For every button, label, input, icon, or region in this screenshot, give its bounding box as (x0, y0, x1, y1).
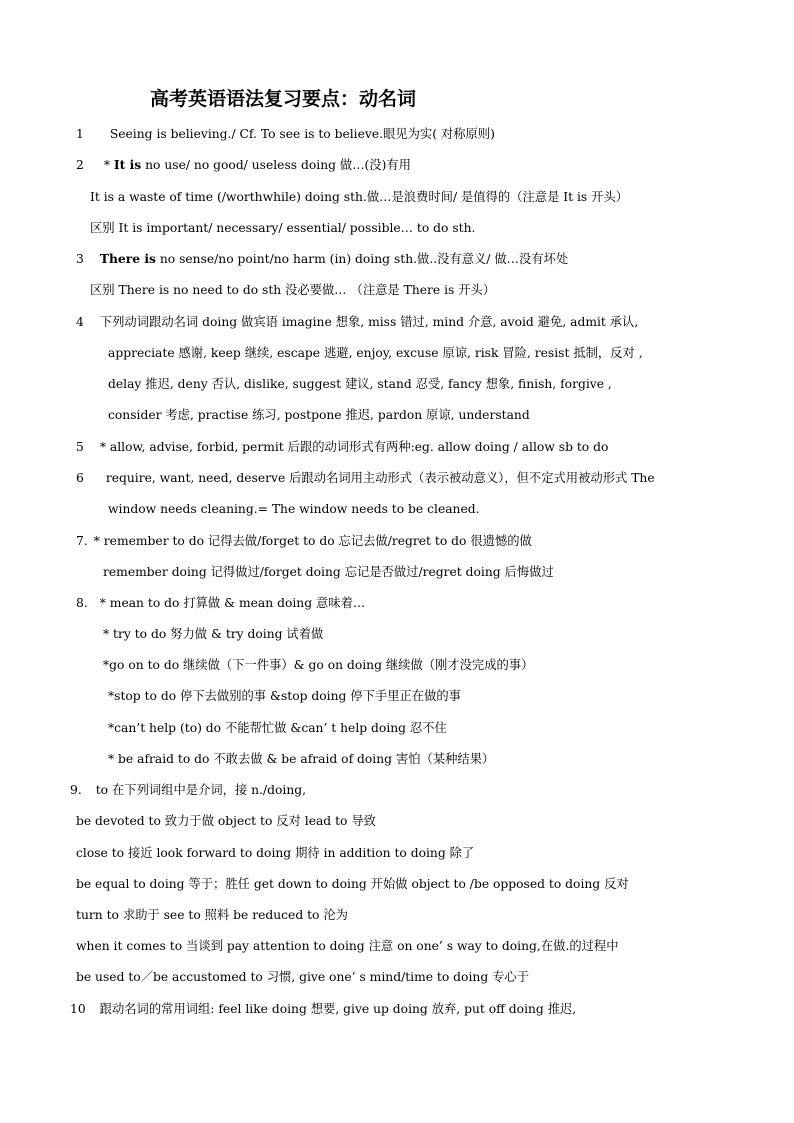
list-item: 2 * It is no use/ no good/ useless doing 做…(没)有用 (76, 157, 411, 172)
list-item: 区别 There is no need to do sth 没必要做… （注意是 There is 开头） (90, 283, 496, 297)
list-item: * try to do 努力做 & try doing 试着做 (103, 627, 324, 641)
list-item: 7. * remember to do 记得去做/forget to do 忘记去做/regret to do 很遗憾的做 (76, 534, 532, 548)
list-item: 区别 It is important/ necessary/ essential/ possible… to do sth. (90, 221, 476, 235)
list-item: consider 考虑, practise 练习, postpone 推迟, pardon 原谅, understand (108, 408, 530, 422)
list-item: 1 Seeing is believing./ Cf. To see is to believe.眼见为实( 对称原则) (76, 127, 495, 141)
list-item: close to 接近 look forward to doing 期待 in addition to doing 除了 (76, 846, 475, 860)
list-item: 10 跟动名词的常用词组: feel like doing 想要, give up doing 放弃, put off doing 推迟, (70, 1002, 577, 1016)
list-item: * be afraid to do 不敢去做 & be afraid of doing 害怕（某种结果） (108, 752, 495, 766)
list-item: 3 There is no sense/no point/no harm (in) doing sth.做..没有意义/ 做…没有坏处 (76, 251, 569, 266)
list-item: 6 require, want, need, deserve 后跟动名词用主动形式（表示被动意义），但不定式用被动形式 The (76, 471, 655, 485)
page-title: 高考英语语法复习要点：动名词 (150, 88, 417, 110)
list-item: *stop to do 停下去做别的事 &stop doing 停下手里正在做的事 (108, 689, 461, 703)
list-item: be equal to doing 等于；胜任 get down to doing 开始做 object to /be opposed to doing 反对 (76, 877, 629, 891)
list-item: delay 推迟, deny 否认, dislike, suggest 建议, stand 忍受, fancy 想象, finish, forgive , (108, 377, 612, 391)
list-item: 4 下列动词跟动名词 doing 做宾语 imagine 想象, miss 错过, mind 介意, avoid 避免, admit 承认, (76, 315, 639, 329)
line-rest: no use/ no good/ useless doing 做…(没)有用 (141, 158, 411, 172)
list-item: remember doing 记得做过/forget doing 忘记是否做过/regret doing 后悔做过 (103, 565, 554, 579)
list-item: window needs cleaning.= The window needs to be cleaned. (108, 502, 480, 516)
list-item: be used to／be accustomed to 习惯, give one’ s mind/time to doing 专心于 (76, 970, 529, 984)
list-item: when it comes to 当谈到 pay attention to doing 注意 on one’ s way to doing,在做.的过程中 (76, 939, 619, 953)
list-item: It is a waste of time (/worthwhile) doing sth.做…是浪费时间/ 是值得的（注意是 It is 开头） (90, 190, 629, 204)
list-item: turn to 求助于 see to 照料 be reduced to 沦为 (76, 908, 348, 922)
list-item: *go on to do 继续做（下一件事）& go on doing 继续做（刚才没完成的事） (103, 658, 534, 672)
list-item: *can’t help (to) do 不能帮忙做 &can’ t help doing 忍不住 (108, 721, 447, 735)
list-item: 5 * allow, advise, forbid, permit 后跟的动词形式有两种:eg. allow doing / allow sb to do (76, 440, 609, 454)
list-item: be devoted to 致力于做 object to 反对 lead to 导致 (76, 814, 376, 828)
list-item: 9. to 在下列词组中是介词，接 n./doing, (70, 783, 307, 797)
list-item: 8. * mean to do 打算做 & mean doing 意味着… (76, 596, 366, 610)
list-item: appreciate 感谢, keep 继续, escape 逃避, enjoy, excuse 原谅, risk 冒险, resist 抵制，反对 , (108, 346, 643, 360)
